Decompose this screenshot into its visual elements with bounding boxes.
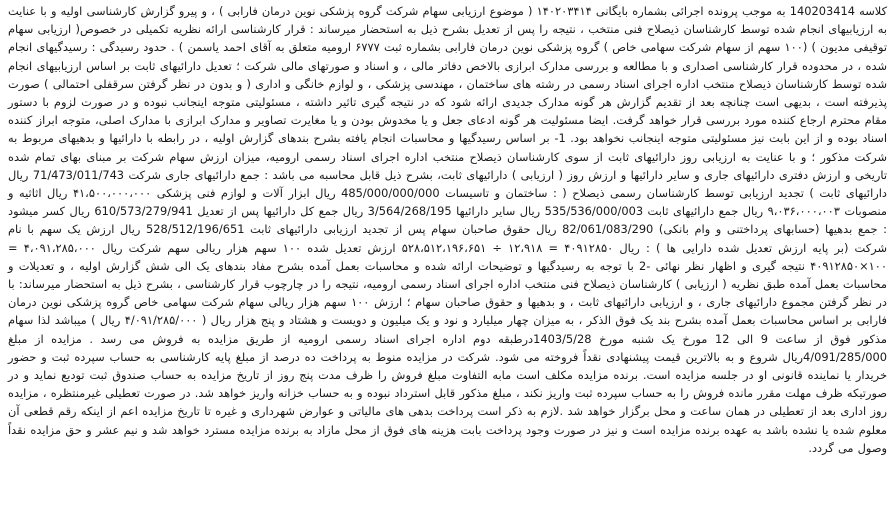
auction-notice-text: کلاسه 140203414 به موجب پرونده اجرائی بشماره بایگانی ۱۴۰۲۰۳۴۱۴ ( موضوع ارزیابی سهام شرکت گروه پزشکی نوین درمان فارابی ) ، و پیرو گزارش کارشناسی اولیه و با عنایت به ارزیابیهای انجام شده توسط کارشناسان ذیصلاح فنی منتخب ، نتیجه را پس از تعدیل بشرح ذیل به استحضار میرساند : قرار کارشناسی ارائه نظریه تکمیلی در خصوص( ارزیابی سهام توقیفی مدیون ) (۱۰۰ سهم از سهام شرکت سهامی خاص ) گروه پزشکی نوین درمان فارابی بشماره ثبت ۶۷۷۷ ارومیه متعلق به آقای احمد یاسمن ) . حدود رسیدگی : رسیدگیهای انجام شده ، در محدوده قرار کارشناسی اصداری و با مطالعه و بررسی مدارک ابرازی بالاخص دفاتر مالی ، و اسناد و صورتهای مالی شرکت ؛ تعدیل دارائیهای ثابت بر اساس ارزیابیهای انجام شده توسط کارشناسان ذیصلاح منتخب اداره اجرای اسناد رسمی در رشته های ساختمان ، مهندسی پزشکی ، و لوازم خانگی و اداری ( و بدون در نظر گرفتن سرقفلی احتمالی ) صورت پذیرفته است ، بدیهی است چنانچه بعد از تقدیم گزارش هر گونه مدارک جدیدی ارائه شود که در نتیجه گیری تاثیر داشته ، مسئولیتی متوجه اینجانب نبوده و در صورت لزوم با دستور مقام محترم ارجاع کننده مورد بررسی قرار خواهد گرفت. ایضا مسئولیت هر گونه ادعای جعل و یا مخدوش بودن و یا مغایرت تصاویر و مدارک ابرازی با مدارک اصلی، متوجه ابراز کننده اسناد بوده و از این بابت نیز مسئولیتی متوجه اینجانب نخواهد بود. 1- بر اساس رسیدگیها و محاسبات انجام یافته بشرح بندهای گزارش اولیه ، در رابطه با دارائیها و بدهیهای مربوط به شرکت مذکور ؛ و با عنایت به ارزیابی روز دارائیهای ثابت از سوی کارشناسان ذیصلاح منتخب اداره اجرای اسناد رسمی ارومیه، میزان ارزش سهام شرکت بر مبنای بهای تمام شده تاریخی و ارزش دفتری دارائیهای جاری و سایر دارائیها و ارزش روز ( ارزیابی ) دارائیهای ثابت، بشرح ذیل قابل محاسبه می باشد : جمع دارائیهای جاری شرکت 71/473/011/743 ریال دارائیهای ثابت ) تجدید ارزیابی توسط کارشناسان رسمی ذیصلاح ( : ساختمان و تاسیسات 485/000/000/000 ریال ابزار آلات و لوازم فنی پزشکی ۴۱،۵۰۰،۰۰۰،۰۰۰ ریال اثاثیه و منصوبات ۹،۰۳۶،۰۰۰،۰۰۳ ریال جمع دارائیهای ثابت 535/536/000/003 ریال سایر دارائیها 3/564/268/195 ریال جمع کل دارائیها پس از تعدیل 610/573/279/941 ریال کسر میشود : جمع بدهیها (حسابهای پرداختنی و وام بانکی) 82/061/083/290 ریال حقوق صاحبان سهام پس از تجدید ارزیابی دارائیهای ثابت 528/512/196/651 ریال ارزش یک سهم با نام شرکت (بر پایه ارزش تعدیل شده دارایی ها ) : ریال ۴۰۹۱۲۸۵۰ = ۱۲،۹۱۸ ÷ ۵۲۸،۵۱۲،۱۹۶،۶۵۱ ارزش تعدیل شده ۱۰۰ سهم هزار ریالی سهم شرکت ریال ۴،۰۹۱،۲۸۵،۰۰۰ = ۱۰۰×۴۰۹۱۲۸۵۰ نتیجه گیری و اظهار نظر نهائی -2 با توجه به رسیدگیها و توضیحات ارائه شده و محاسبات بعمل آمده بشرح مفاد بندهای یک الی شش گزارش اولیه ، و تعدیلات و محاسبات بعمل آمده طبق نظریه ( ارزیابی ) کارشناسان ذیصلاح فنی منتخب اداره اجرای اسناد رسمی ارومیه، نتیجه را در چارچوب قرار کارشناسی ، بشرح ذیل به استحضار میرساند: با در نظر گرفتن مجموع دارائیهای جاری ، و ارزیابی دارائیهای ثابت ، و بدهیها و حقوق صاحبان سهام ؛ ارزش ۱۰۰ سهم هزار ریالی سهام شرکت سهامی خاص گروه پزشکی نوین درمان فارابی بر اساس محاسبات بعمل آمده بشرح بند یک فوق الذکر ، به میزان چهار میلیارد و نود و یک میلیون و دویست و هشتاد و پنج هزار ریال ( ۴/۰۹۱/۲۸۵/۰۰۰ ریال ) میباشد لذا سهام مذکور فوق از ساعت 9 الی 12 مورخ یک شنبه مورخ 1403/5/28درطبقه دوم اداره اجرای اسناد رسمی ارومیه از طریق مزایده به فروش می رسد . مزایده از مبلغ 4/091/285/000ریال شروع و به بالاترین قیمت پیشنهادی نقداً فروخته می شود. شرکت در مزایده منوط به پرداخت ده درصد از مبلغ پایه کارشناسی به حساب سپرده ثبت و حضور خریدار یا نماینده قانونی او در جلسه مزایده است. برنده مزایده مکلف است مابه التفاوت مبلغ فروش را ظرف مدت پنج روز از تاریخ مزایده به حساب صندوق ثبت تودیع نماید و در صورتیکه ظرف مهلت مقرر مانده فروش را به حساب سپرده ثبت واریز نکند ، مبلغ مذکور قابل استرداد نبوده و به حساب خزانه واریز خواهد شد. در صورت تعطیلی غیرمنتظره ، مزایده روز اداری بعد از تعطیلی در همان ساعت و محل برگزار خواهد شد .لازم به ذکر است پرداخت بدهی های مالیاتی و عوارض شهرداری و غیره تا تاریخ مزایده اعم از اینکه رقم قطعی آن معلوم شده یا نشده باشد به عهده برنده مزایده است و نیز در صورت وجود پرداخت بابت هزینه های فوق از محل مازاد به برنده مزایده مسترد خواهد شد و نیم عشر و حق مزایده نقداً وصول می گردد. <box>8 4 888 455</box>
